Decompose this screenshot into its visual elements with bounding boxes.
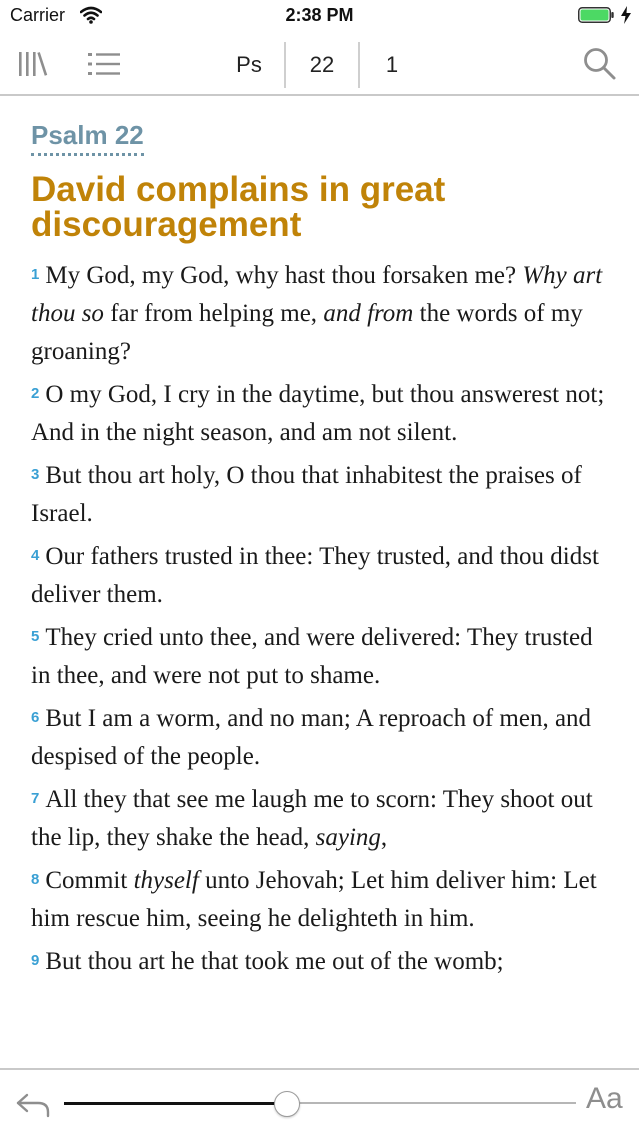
scripture-content xyxy=(31,96,611,1068)
verse-2 xyxy=(31,375,611,452)
search-icon[interactable] xyxy=(582,46,618,82)
verse-text: , xyxy=(380,824,388,851)
back-arrow-icon[interactable] xyxy=(14,1090,52,1118)
verse-list xyxy=(31,256,611,981)
verse-4 xyxy=(31,537,611,614)
verse-3 xyxy=(31,456,611,533)
bottom-toolbar xyxy=(0,1068,639,1138)
chapter-selector[interactable]: 22 xyxy=(284,42,360,88)
verse-text-italic: and from xyxy=(323,300,414,327)
verse-number[interactable]: 7 xyxy=(31,790,40,807)
verse-text: unto Jehovah; Let him deliver him: Let him rescue him, seeing he delighteth in him. xyxy=(31,867,597,932)
verse-number[interactable]: 3 xyxy=(31,466,40,483)
verse-text: They cried unto thee, and were delivered: They trusted in thee, and were not put to shame. xyxy=(31,624,593,689)
status-time: 2:38 PM xyxy=(285,5,354,25)
section-heading: David complains in great discouragement xyxy=(31,170,446,244)
slider-thumb[interactable] xyxy=(274,1091,300,1117)
verse-text-italic: Why art thou so xyxy=(31,262,603,327)
slider-fill xyxy=(64,1102,287,1105)
verse-text-italic: thyself xyxy=(133,867,199,894)
verse-7 xyxy=(31,780,611,857)
verse-text: But I am a worm, and no man; A reproach of men, and despised of the people. xyxy=(31,705,592,770)
verse-8 xyxy=(31,861,611,938)
list-icon[interactable] xyxy=(86,48,126,80)
verse-text: the words of my groaning? xyxy=(31,300,583,365)
verse-number[interactable]: 4 xyxy=(31,547,40,564)
status-bar xyxy=(0,0,639,34)
slider-track xyxy=(287,1102,576,1104)
verse-number[interactable]: 5 xyxy=(31,628,40,645)
verse-text: But thou art holy, O thou that inhabitest the praises of Israel. xyxy=(31,462,582,527)
verse-number[interactable]: 1 xyxy=(31,266,40,283)
verse-number[interactable]: 2 xyxy=(31,385,40,402)
psalm-title-link[interactable]: Psalm 22 xyxy=(31,120,144,156)
verse-5 xyxy=(31,618,611,695)
charging-bolt-icon xyxy=(621,6,631,24)
verse-6 xyxy=(31,699,611,776)
verse-text-italic: saying xyxy=(315,824,381,851)
verse-text: Our fathers trusted in thee: They trusted, and thou didst deliver them. xyxy=(31,543,599,608)
verse-text: far from helping me, xyxy=(103,300,324,327)
verse-number[interactable]: 6 xyxy=(31,709,40,726)
verse-text: But thou art he that took me out of the womb; xyxy=(45,948,504,975)
verse-9 xyxy=(31,942,611,981)
navigation-toolbar xyxy=(0,34,639,96)
chapter-progress-slider[interactable] xyxy=(64,1088,576,1118)
book-selector[interactable]: Ps xyxy=(236,52,262,77)
library-icon[interactable] xyxy=(16,48,56,80)
verse-text: Commit xyxy=(45,867,134,894)
verse-text: O my God, I cry in the daytime, but thou answerest not; And in the night season, and am not silent. xyxy=(31,381,605,446)
verse-text: My God, my God, why hast thou forsaken me? xyxy=(45,262,523,289)
font-settings-button[interactable]: Aa xyxy=(586,1082,623,1115)
verse-1 xyxy=(31,256,611,371)
carrier-label: Carrier xyxy=(10,5,66,25)
verse-selector[interactable]: 1 xyxy=(385,52,399,77)
verse-number[interactable]: 8 xyxy=(31,871,40,888)
verse-number[interactable]: 9 xyxy=(31,952,40,969)
verse-text: All they that see me laugh me to scorn: They shoot out the lip, they shake the head, xyxy=(31,786,593,851)
battery-icon xyxy=(578,7,614,23)
